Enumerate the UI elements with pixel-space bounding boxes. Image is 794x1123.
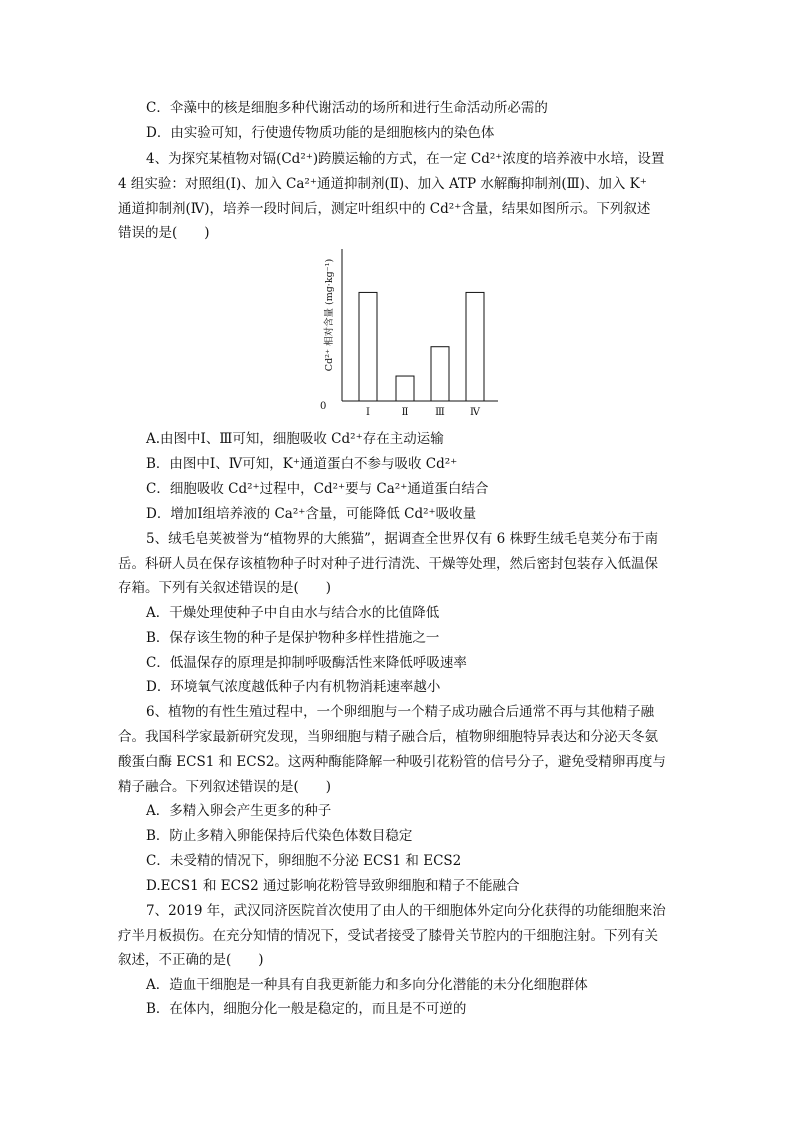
q3-option-c: C．伞藻中的核是细胞多种代谢活动的场所和进行生命活动所必需的 xyxy=(146,100,548,116)
q4-stem-line-3: 通道抑制剂(Ⅳ)，培养一段时间后，测定叶组织中的 Cd²⁺含量，结果如图所示。下列叙述 xyxy=(118,201,651,217)
q4-stem-line-4: 错误的是( ) xyxy=(118,225,210,241)
category-labels xyxy=(366,407,481,418)
q5-stem-line-2: 岳。科研人员在保存该植物种子时对种子进行清洗、干燥等处理，然后密封包装存入低温保 xyxy=(118,556,658,572)
category-label-3: Ⅲ xyxy=(435,407,445,418)
q4-stem-line-1: 4、为探究某植物对镉(Cd²⁺)跨膜运输的方式，在一定 Cd²⁺浓度的培养液中水培，设置 xyxy=(146,151,665,167)
bar-2 xyxy=(396,376,414,401)
bar-1 xyxy=(359,292,377,401)
bars-group xyxy=(359,292,484,401)
q7-stem-line-3: 叙述，不正确的是( ) xyxy=(118,952,264,968)
q4-option-c: C．细胞吸收 Cd²⁺过程中，Cd²⁺要与 Ca²⁺通道蛋白结合 xyxy=(146,481,489,497)
q3-option-d: D．由实验可知，行使遗传物质功能的是细胞核内的染色体 xyxy=(146,125,495,141)
bar-chart-svg xyxy=(318,243,508,421)
q7-option-b: B．在体内，细胞分化一般是稳定的，而且是不可逆的 xyxy=(146,1001,467,1017)
q7-stem-line-1: 7、2019 年，武汉同济医院首次使用了由人的干细胞体外定向分化获得的功能细胞来治 xyxy=(146,903,666,919)
q5-option-c: C．低温保存的原理是抑制呼吸酶活性来降低呼吸速率 xyxy=(146,655,467,671)
q6-stem-line-2: 合。我国科学家最新研究发现，当卵细胞与精子融合后，植物卵细胞特异表达和分泌天冬氨 xyxy=(118,729,658,745)
cd-content-bar-chart xyxy=(318,243,508,421)
q6-option-d: D.ECS1 和 ECS2 通过影响花粉管导致卵细胞和精子不能融合 xyxy=(146,878,520,894)
q6-stem-line-3: 酸蛋白酶 ECS1 和 ECS2。这两种酶能降解一种吸引花粉管的信号分子，避免受精卵再度与 xyxy=(118,754,666,770)
category-label-1: Ⅰ xyxy=(366,407,370,418)
bar-4 xyxy=(466,292,484,401)
q4-option-a: A.由图中Ⅰ、Ⅲ可知，细胞吸收 Cd²⁺存在主动运输 xyxy=(146,431,444,447)
y-axis-label: Cd²⁺ 相对含量 (mg·kg⁻¹) xyxy=(324,258,335,372)
q6-option-b: B．防止多精入卵能保持后代染色体数目稳定 xyxy=(146,828,413,844)
q4-stem-line-2: 4 组实验：对照组(Ⅰ)、加入 Ca²⁺通道抑制剂(Ⅱ)、加入 ATP 水解酶抑制剂(Ⅲ)、加入 K⁺ xyxy=(118,176,647,192)
q4-option-d: D．增加Ⅰ组培养液的 Ca²⁺含量，可能降低 Cd²⁺吸收量 xyxy=(146,506,477,522)
q7-option-a: A．造血干细胞是一种具有自我更新能力和多向分化潜能的未分化细胞群体 xyxy=(146,977,588,993)
category-label-2: Ⅱ xyxy=(401,407,409,418)
q7-stem-line-2: 疗半月板损伤。在充分知情的情况下，受试者接受了膝骨关节腔内的干细胞注射。下列有关 xyxy=(118,928,658,944)
bar-3 xyxy=(431,347,449,401)
q5-option-b: B．保存该生物的种子是保护物种多样性措施之一 xyxy=(146,630,440,646)
q5-stem-line-1: 5、绒毛皂荚被誉为“植物界的大熊猫”，据调查全世界仅有 6 株野生绒毛皂荚分布于南 xyxy=(146,531,659,547)
q5-option-a: A．干燥处理使种子中自由水与结合水的比值降低 xyxy=(146,605,440,621)
q4-option-b: B．由图中Ⅰ、Ⅳ可知，K⁺通道蛋白不参与吸收 Cd²⁺ xyxy=(146,456,458,472)
q6-option-a: A．多精入卵会产生更多的种子 xyxy=(146,803,332,819)
category-label-4: Ⅳ xyxy=(470,407,480,418)
q6-option-c: C．未受精的情况下，卵细胞不分泌 ECS1 和 ECS2 xyxy=(146,853,462,869)
q5-option-d: D．环境氧气浓度越低种子内有机物消耗速率越小 xyxy=(146,679,441,695)
origin-label: 0 xyxy=(320,401,327,412)
q5-stem-line-3: 存箱。下列有关叙述错误的是( ) xyxy=(118,580,332,596)
q6-stem-line-1: 6、植物的有性生殖过程中，一个卵细胞与一个精子成功融合后通常不再与其他精子融 xyxy=(146,704,655,720)
q6-stem-line-4: 精子融合。下列叙述错误的是( ) xyxy=(118,779,332,795)
